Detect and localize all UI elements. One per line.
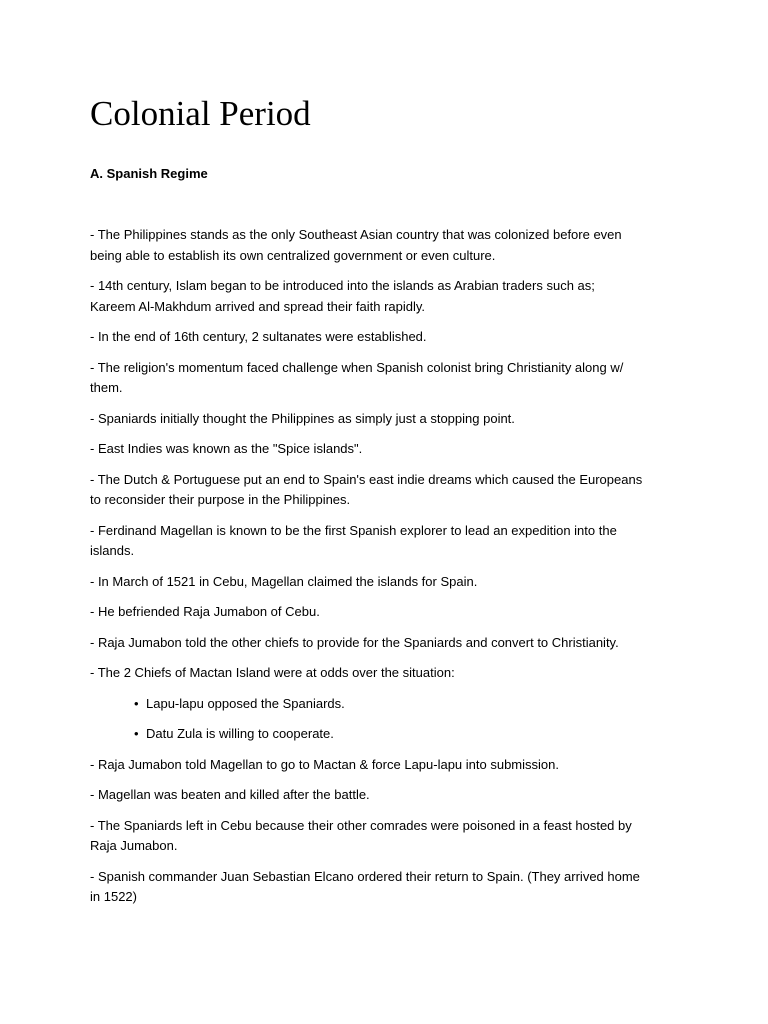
paragraph-line: - The 2 Chiefs of Mactan Island were at odds over the situation:: [90, 665, 455, 680]
paragraph: [90, 816, 680, 857]
paragraph-line: - The religion's momentum faced challenge when Spanish colonist bring Christianity along w/: [90, 359, 624, 375]
paragraph-line: - 14th century, Islam began to be introduced into the islands as Arabian traders such as;: [90, 278, 595, 293]
paragraph-line: - Spanish commander Juan Sebastian Elcano ordered their return to Spain. (They arrived home: [90, 868, 640, 884]
paragraph-group-before: [90, 225, 680, 684]
bullet-item: [90, 694, 680, 715]
paragraph-line: - The Spaniards left in Cebu because their other comrades were poisoned in a feast hosted by: [90, 817, 632, 833]
paragraph-line: in 1522): [90, 889, 137, 904]
bullet-text: Datu Zula is willing to cooperate.: [146, 726, 334, 741]
bullet-text: Lapu-lapu opposed the Spaniards.: [146, 695, 345, 711]
paragraph: [90, 225, 680, 266]
paragraph: [90, 470, 680, 511]
paragraph-line: - Spaniards initially thought the Philippines as simply just a stopping point.: [90, 410, 515, 426]
paragraph: [90, 327, 680, 348]
paragraph: [90, 663, 680, 684]
paragraph: [90, 521, 680, 562]
paragraph-line: - Raja Jumabon told Magellan to go to Mactan & force Lapu-lapu into submission.: [90, 756, 559, 772]
paragraph-line: - He befriended Raja Jumabon of Cebu.: [90, 604, 320, 619]
paragraph: [90, 572, 680, 593]
document-body: [90, 225, 680, 918]
paragraph: [90, 276, 680, 317]
paragraph: [90, 867, 680, 908]
paragraph: [90, 755, 680, 776]
paragraph-line: Kareem Al-Makhdum arrived and spread their faith rapidly.: [90, 298, 426, 314]
paragraph: [90, 409, 680, 430]
paragraph: [90, 602, 680, 623]
paragraph-line: - Raja Jumabon told the other chiefs to provide for the Spaniards and convert to Christianity.: [90, 634, 619, 650]
bullet-icon: •: [134, 726, 139, 741]
paragraph-line: - In the end of 16th century, 2 sultanates were established.: [90, 329, 427, 344]
bullet-list: [90, 694, 680, 745]
paragraph-line: to reconsider their purpose in the Philippines.: [90, 492, 351, 507]
paragraph-line: - In March of 1521 in Cebu, Magellan claimed the islands for Spain.: [90, 573, 478, 589]
paragraph-line: Raja Jumabon.: [90, 838, 178, 853]
paragraph-line: islands.: [90, 543, 135, 558]
paragraph-line: being able to establish its own centralized government or even culture.: [90, 247, 496, 263]
paragraph-line: them.: [90, 380, 123, 395]
paragraph-line: - Magellan was beaten and killed after the battle.: [90, 787, 370, 802]
bullet-item: [90, 724, 680, 745]
paragraph-line: - The Dutch & Portuguese put an end to Spain's east indie dreams which caused the Europeans: [90, 471, 643, 487]
paragraph: [90, 785, 680, 806]
paragraph-line: - Ferdinand Magellan is known to be the first Spanish explorer to lead an expedition into the: [90, 522, 617, 538]
paragraph-group-after: [90, 755, 680, 908]
paragraph: [90, 358, 680, 399]
paragraph: [90, 439, 680, 460]
paragraph-line: - East Indies was known as the "Spice islands".: [90, 441, 363, 456]
section-heading: A. Spanish Regime: [90, 166, 208, 181]
page-title: Colonial Period: [90, 94, 311, 133]
paragraph-line: - The Philippines stands as the only Southeast Asian country that was colonized before even: [90, 227, 622, 242]
paragraph: [90, 633, 680, 654]
bullet-icon: •: [134, 695, 139, 711]
